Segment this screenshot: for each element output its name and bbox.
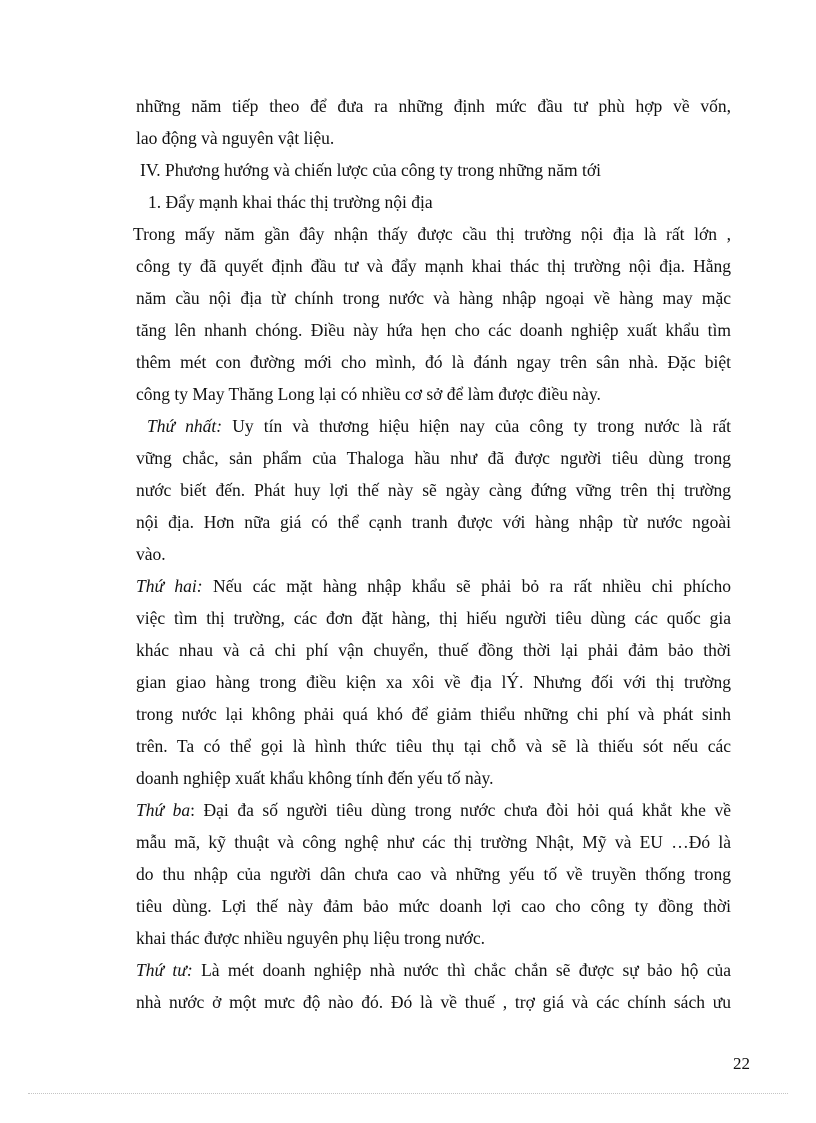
text-line: khác nhau và cả chi phí vận chuyển, thuế đồng thời lại phải đảm bảo thời xyxy=(136,640,731,660)
text-line: trong nước lại không phải quá khó để giảm thiểu những chi phí và phát sinh xyxy=(136,704,731,724)
paragraph-lead-label: Thứ tư: xyxy=(136,960,193,980)
text-line: mẫu mã, kỹ thuật và công nghệ như các thị trường Nhật, Mỹ và EU …Đó là xyxy=(136,832,731,852)
text-line: nhà nước ở một mưc độ nào đó. Đó là về thuế , trợ giá và các chính sách ưu xyxy=(136,992,731,1012)
text-line: tiêu dùng. Lợi thế này đảm bảo mức doanh lợi cao cho công ty đồng thời xyxy=(136,896,731,916)
paragraph-lead-text: Là mét doanh nghiệp nhà nước thì chắc chắn sẽ được sự bảo hộ của xyxy=(201,960,731,980)
text-line: Trong mấy năm gần đây nhận thấy được cầu thị trường nội địa là rất lớn , xyxy=(133,224,731,244)
text-line: doanh nghiệp xuất khẩu không tính đến yếu tố này. xyxy=(136,768,494,788)
footer-divider xyxy=(28,1093,788,1094)
text-line: trên. Ta có thể gọi là hình thức tiêu thụ tại chỗ và sẽ là thiếu sót nếu các xyxy=(136,736,731,756)
paragraph-first-line xyxy=(147,410,731,442)
text-line: công ty May Thăng Long lại có nhiều cơ sở để làm được điều này. xyxy=(136,384,601,404)
text-line: khai thác được nhiều nguyên phụ liệu trong nước. xyxy=(136,928,485,948)
paragraph-lead-text: Uy tín và thương hiệu hiện nay của công ty trong nước là rất xyxy=(232,416,731,436)
paragraph-first-line xyxy=(136,954,731,986)
text-line: nước biết đến. Phát huy lợi thế này sẽ ngày càng đứng vững trên thị trường xyxy=(136,480,731,500)
paragraph-lead-label: Thứ ba xyxy=(136,800,191,820)
text-line: việc tìm thị trường, các đơn đặt hàng, thị hiếu người tiêu dùng các quốc gia xyxy=(136,608,731,628)
subsection-heading: 1. Đẩy mạnh khai thác thị trường nội địa xyxy=(148,192,433,212)
text-line: thêm mét con đường mới cho mình, đó là đánh ngay trên sân nhà. Đặc biệt xyxy=(136,352,731,372)
text-line: công ty đã quyết định đầu tư và đẩy mạnh khai thác thị trường nội địa. Hằng xyxy=(136,256,731,276)
paragraph-lead-label: Thứ nhất: xyxy=(147,416,223,436)
paragraph-lead-label: Thứ hai: xyxy=(136,576,203,596)
page-number: 22 xyxy=(733,1054,750,1073)
text-line: năm cầu nội địa từ chính trong nước và hàng nhập ngoại về hàng may mặc xyxy=(136,288,731,308)
paragraph-first-line xyxy=(136,794,731,826)
text-line: nội địa. Hơn nữa giá có thể cạnh tranh được với hàng nhập từ nước ngoài xyxy=(136,512,731,532)
text-line: vào. xyxy=(136,544,166,564)
text-line: tăng lên nhanh chóng. Điều này hứa hẹn cho các doanh nghiệp xuất khẩu tìm xyxy=(136,320,731,340)
text-line: gian giao hàng trong điều kiện xa xôi về địa lÝ. Nhưng đối với thị trường xyxy=(136,672,731,692)
text-line: những năm tiếp theo để đưa ra những định mức đầu tư phù hợp về vốn, xyxy=(136,96,731,116)
text-line: lao động và nguyên vật liệu. xyxy=(136,128,335,148)
text-line: do thu nhập của người dân chưa cao và những yếu tố về truyền thống trong xyxy=(136,864,731,884)
body-text xyxy=(133,90,731,1018)
paragraph-first-line xyxy=(136,570,731,602)
text-line: vững chắc, sản phẩm của Thaloga hầu như đã được người tiêu dùng trong xyxy=(136,448,731,468)
section-heading: IV. Phương hướng và chiến lược của công ty trong những năm tới xyxy=(140,160,602,180)
paragraph-lead-text: : Đại đa số người tiêu dùng trong nước chưa đòi hỏi quá khắt khe về xyxy=(190,800,731,820)
paragraph-lead-text: Nếu các mặt hàng nhập khẩu sẽ phải bỏ ra rất nhiều chi phícho xyxy=(213,576,731,596)
